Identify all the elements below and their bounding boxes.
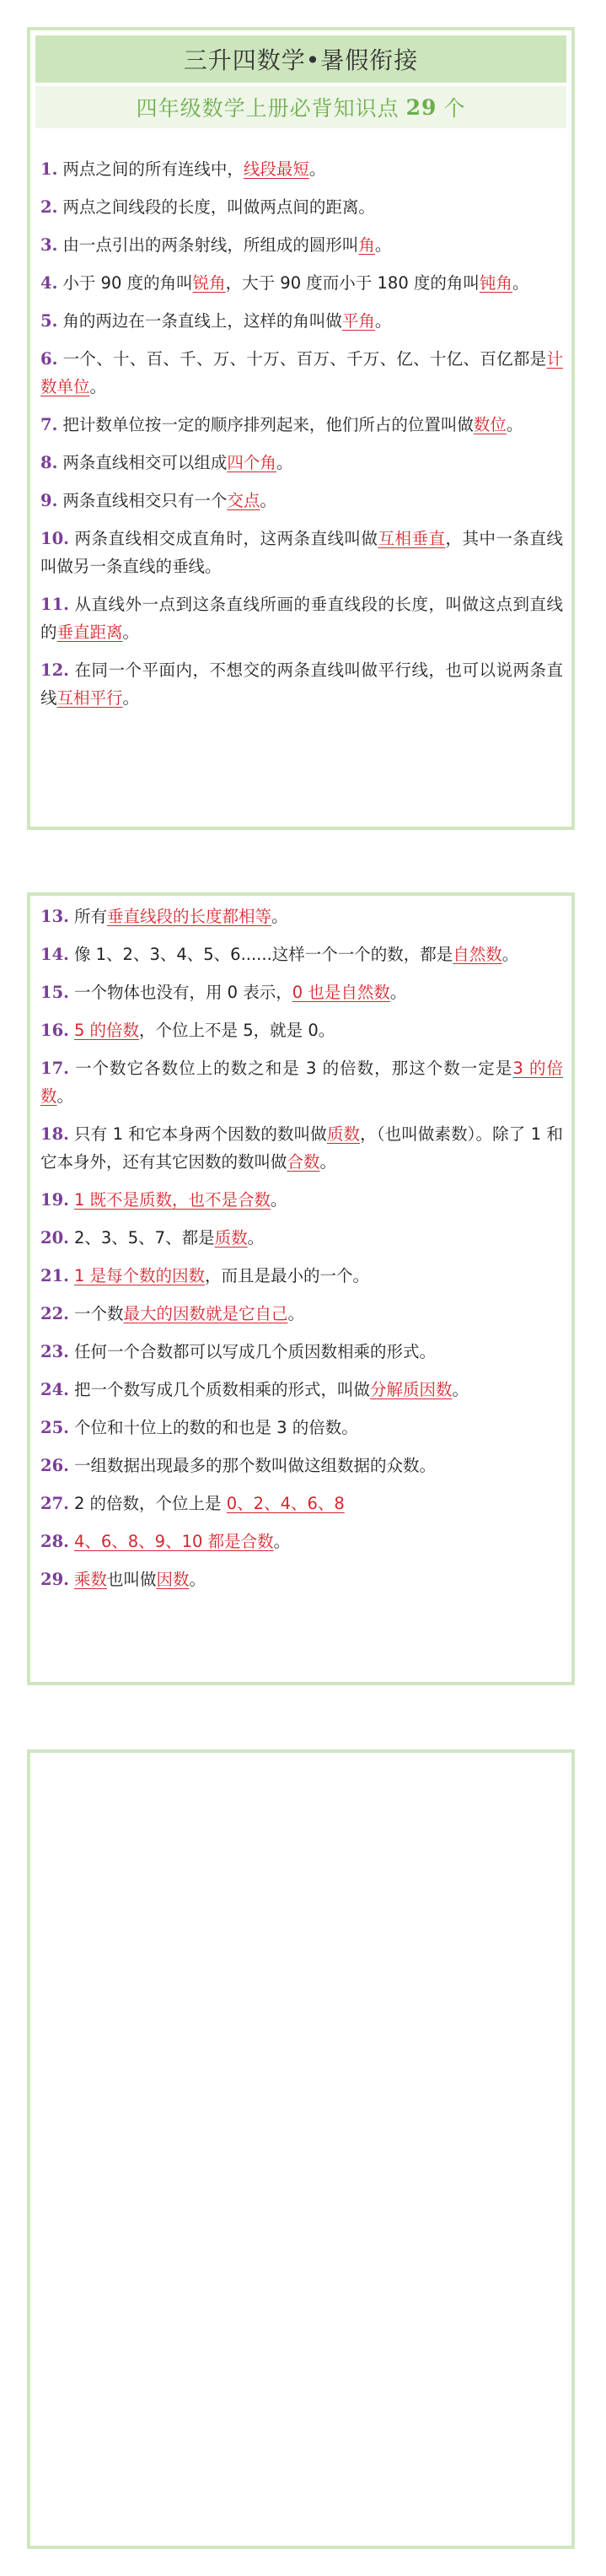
point-text: 两条直线相交成直角时，这两条直线叫做 <box>73 529 378 548</box>
point-number: 21. <box>40 1266 69 1285</box>
knowledge-card-1 <box>27 27 575 830</box>
key-term: 垂直距离 <box>56 622 123 642</box>
key-term: 1 是每个数的因数 <box>73 1266 206 1285</box>
point-text: 。 <box>501 945 519 964</box>
point-text: 。 <box>56 1086 74 1106</box>
key-term: 因数 <box>156 1570 190 1589</box>
knowledge-point <box>40 903 563 930</box>
point-number: 19. <box>40 1190 69 1210</box>
point-text: 把一个数写成几个质数相乘的形式，叫做 <box>73 1380 370 1399</box>
point-number: 3. <box>40 235 58 255</box>
key-term: 4、6、8、9、10 都是合数 <box>73 1532 274 1551</box>
subtitle-unit: 个 <box>443 96 466 121</box>
knowledge-point <box>40 1120 563 1176</box>
blank-card <box>27 1749 575 2549</box>
point-text: 由一点引出的两条射线，所组成的圆形叫 <box>62 235 359 255</box>
knowledge-point <box>40 1414 563 1442</box>
point-number: 7. <box>40 415 58 434</box>
point-text: 个位和十位上的数的和也是 3 的倍数。 <box>73 1418 358 1437</box>
point-text: 。 <box>452 1380 469 1399</box>
knowledge-point <box>40 978 563 1006</box>
point-number: 2. <box>40 197 58 217</box>
key-term: 自然数 <box>453 945 502 964</box>
point-number: 5. <box>40 311 58 331</box>
point-text: 。 <box>276 453 293 472</box>
point-number: 6. <box>40 349 58 369</box>
knowledge-point <box>40 1566 563 1593</box>
point-number: 20. <box>40 1228 69 1248</box>
point-text: 。 <box>374 311 392 331</box>
key-term: 5 的倍数 <box>73 1021 140 1040</box>
knowledge-point <box>40 1338 563 1366</box>
point-number: 27. <box>40 1494 69 1513</box>
point-number: 13. <box>40 907 69 926</box>
knowledge-point <box>40 940 563 968</box>
point-number: 24. <box>40 1380 69 1399</box>
point-text: 。 <box>122 688 140 708</box>
knowledge-point <box>40 656 563 712</box>
point-text: 两点之间的所有连线中， <box>62 159 244 179</box>
key-term: 0、2、4、6、8 <box>226 1494 345 1513</box>
point-text: 一组数据出现最多的那个数叫做这组数据的众数。 <box>73 1456 436 1475</box>
key-term: 垂直线段的长度都相等 <box>106 907 271 926</box>
point-number: 17. <box>40 1059 69 1078</box>
key-term: 互相垂直 <box>378 529 446 548</box>
point-text: 。 <box>122 622 140 642</box>
point-text: ，大于 90 度而小于 180 度的角叫 <box>225 273 480 293</box>
point-number: 12. <box>40 660 69 680</box>
knowledge-point <box>40 307 563 335</box>
point-number: 10. <box>40 529 69 548</box>
knowledge-point <box>40 231 563 259</box>
point-text: 一个数 <box>73 1304 124 1323</box>
point-text: ，（也叫做素数）。除了 1 和它本身外，还有其它因数的数叫做 <box>40 1124 563 1172</box>
knowledge-point <box>40 487 563 515</box>
point-text: 两条直线相交可以组成 <box>62 453 228 472</box>
key-term: 线段最短 <box>243 159 309 179</box>
point-number: 16. <box>40 1021 69 1040</box>
point-text: 2、3、5、7、都是 <box>73 1228 215 1248</box>
point-number: 8. <box>40 453 58 472</box>
point-text: 从直线外一点到这条直线所画的垂直线段的长度，叫做这点到直线的 <box>40 595 563 642</box>
key-term: 质数 <box>326 1124 361 1144</box>
point-text: 。 <box>374 235 392 255</box>
page-title <box>35 35 566 83</box>
point-text: 像 1、2、3、4、5、6......这样一个一个的数，都是 <box>73 945 453 964</box>
key-term: 交点 <box>227 491 260 510</box>
knowledge-point <box>40 1224 563 1252</box>
knowledge-point <box>40 269 563 297</box>
knowledge-point <box>40 1376 563 1404</box>
key-term: 质数 <box>214 1228 248 1248</box>
point-number: 11. <box>40 595 69 614</box>
subtitle-text: 四年级数学上册必背知识点 <box>136 96 400 121</box>
point-number: 25. <box>40 1418 69 1437</box>
key-term: 锐角 <box>192 273 226 293</box>
key-term: 计数单位 <box>40 349 563 396</box>
knowledge-point <box>40 1452 563 1479</box>
key-term: 互相平行 <box>56 688 123 708</box>
point-number: 4. <box>40 273 58 293</box>
knowledge-list-2 <box>30 896 571 1593</box>
key-term: 角 <box>358 235 375 255</box>
key-term: 钝角 <box>479 273 512 293</box>
key-term: 平角 <box>341 311 375 331</box>
point-number: 26. <box>40 1456 69 1475</box>
point-text: 。 <box>506 415 523 434</box>
point-number: 18. <box>40 1124 69 1144</box>
point-text: 把计数单位按一定的顺序排列起来，他们所占的位置叫做 <box>62 415 474 434</box>
knowledge-card-2 <box>27 892 575 1685</box>
knowledge-point <box>40 1490 563 1517</box>
point-text: 。 <box>89 377 107 396</box>
knowledge-point <box>40 411 563 439</box>
knowledge-point <box>40 1528 563 1555</box>
point-text: 。 <box>189 1570 206 1589</box>
point-text: ，而且是最小的一个。 <box>205 1266 370 1285</box>
point-text: ，个位上不是 5，就是 0。 <box>139 1021 335 1040</box>
knowledge-point <box>40 155 563 183</box>
key-term: 四个角 <box>227 453 276 472</box>
knowledge-point <box>40 525 563 580</box>
point-text: 。 <box>273 1532 291 1551</box>
knowledge-point <box>40 193 563 221</box>
key-term: 数位 <box>473 415 507 434</box>
point-number: 14. <box>40 945 69 964</box>
point-text: 小于 90 度的角叫 <box>62 273 193 293</box>
point-text: 只有 1 和它本身两个因数的数叫做 <box>73 1124 327 1144</box>
knowledge-point <box>40 345 563 401</box>
knowledge-list-1 <box>30 128 571 712</box>
point-text: 一个、十、百、千、万、十万、百万、千万、亿、十亿、百亿都是 <box>62 349 547 369</box>
key-term: 分解质因数 <box>369 1380 453 1399</box>
point-text: 。 <box>260 491 276 510</box>
point-text: 。 <box>287 1304 304 1323</box>
key-term: 1 既不是质数，也不是合数 <box>73 1190 271 1210</box>
knowledge-point <box>40 1300 563 1328</box>
point-number: 23. <box>40 1342 69 1361</box>
knowledge-point <box>40 590 563 646</box>
point-text: 。 <box>247 1228 265 1248</box>
key-term: 乘数 <box>73 1570 107 1589</box>
point-text: 2 的倍数，个位上是 <box>73 1494 227 1513</box>
knowledge-point <box>40 1054 563 1110</box>
point-number: 1. <box>40 159 58 179</box>
point-text: 。 <box>512 273 529 293</box>
point-number: 15. <box>40 983 69 1002</box>
point-text: 两点之间线段的长度，叫做两点间的距离。 <box>62 197 375 217</box>
key-term: 合数 <box>287 1152 320 1172</box>
key-term: 3 的倍数 <box>40 1059 563 1106</box>
point-text: ，其中一条直线叫做另一条直线的垂线。 <box>40 529 563 576</box>
point-number: 28. <box>40 1532 69 1551</box>
point-text: 也叫做 <box>106 1570 157 1589</box>
point-text: 。 <box>308 159 326 179</box>
knowledge-point <box>40 1262 563 1290</box>
point-number: 9. <box>40 491 58 510</box>
point-text: 。 <box>271 1190 287 1210</box>
point-number: 22. <box>40 1304 69 1323</box>
point-text: 在同一个平面内，不想交的两条直线叫做平行线，也可以说两条直线 <box>40 660 563 708</box>
point-text: 所有 <box>73 907 107 926</box>
point-text: 两条直线相交只有一个 <box>62 491 228 510</box>
title-text: 三升四数学•暑假衔接 <box>183 46 419 74</box>
key-term: 最大的因数就是它自己 <box>123 1304 288 1323</box>
point-text: 一个数它各数位上的数之和是 3 的倍数，那这个数一定是 <box>73 1059 513 1078</box>
knowledge-point <box>40 1016 563 1044</box>
point-text: 。 <box>319 1152 337 1172</box>
point-text: 任何一个合数都可以写成几个质因数相乘的形式。 <box>73 1342 436 1361</box>
key-term: 0 也是自然数 <box>292 983 390 1002</box>
knowledge-point <box>40 449 563 477</box>
point-text: 。 <box>389 983 407 1002</box>
point-text: 一个物体也没有，用 0 表示， <box>73 983 292 1002</box>
point-number: 29. <box>40 1570 69 1589</box>
point-text: 。 <box>271 907 288 926</box>
subtitle-count: 29 <box>405 94 437 120</box>
point-text: 角的两边在一条直线上，这样的角叫做 <box>62 311 342 331</box>
knowledge-point <box>40 1186 563 1214</box>
page-subtitle <box>35 86 566 128</box>
